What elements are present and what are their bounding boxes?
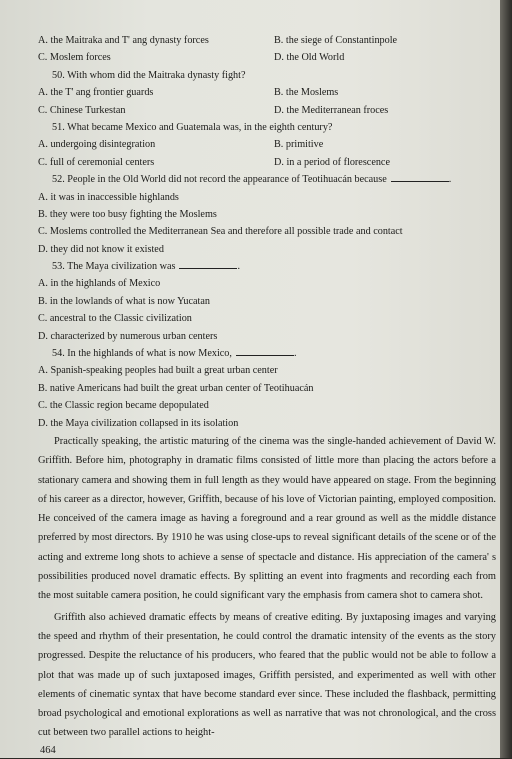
option: C. Moslems controlled the Mediterranean Sea and therefore all possible trade and contact (38, 226, 403, 238)
option: D. characterized by numerous urban centers (38, 330, 218, 342)
option: C. Moslem forces (38, 52, 111, 64)
question-50: 50. With whom did the Maitraka dynasty fight? (52, 69, 246, 81)
option: C. ancestral to the Classic civilization (38, 313, 192, 325)
passage-paragraph-1: Practically speaking, the artistic maturing of the cinema was the single-handed achievement of David W. Griffith. Before him, photography in dramatic films consisted of little more than placing the actors before a stationary camera and showing them in full length as they would have appeared on stage. From the beginning of his career as a director, however, Griffith, because of his love of Victorian painting, employed composition. He conceived of the camera image as having a foreground and a rear ground as well as the middle distance preferred by most directors. By 1910 he was using close-ups to reveal significant details of the scene or of the acting and extreme long shots to achieve a sense of spectacle and distance. His appreciation of the camera' s possibilities produced novel dramatic effects. By splitting an event into fragments and recording each from the most suitable camera position, he could significant vary the emphasis from camera shot to camera shot. (38, 435, 496, 602)
option: B. the siege of Constantinpole (274, 35, 398, 46)
option: C. full of ceremonial centers (38, 156, 155, 168)
option: C. Chinese Turkestan (38, 104, 126, 116)
question-text: 53. The Maya civilization was (52, 261, 176, 273)
book-spine-shadow (500, 0, 512, 758)
option: A. undergoing disintegration (38, 139, 156, 151)
page-number: 464 (40, 745, 56, 756)
question-end: . (448, 174, 452, 186)
question-text: 52. People in the Old World did not record the appearance of Teotihuacán because (52, 174, 387, 186)
option: B. native Americans had built the great urban center of Teotihuacán (38, 382, 314, 394)
options-row-49-a (38, 32, 496, 49)
option: D. the Maya civilization collapsed in its isolation (38, 417, 239, 429)
options-row-50-a (38, 84, 496, 101)
option: A. in the highlands of Mexico (38, 278, 161, 290)
option: B. they were too busy fighting the Moslems (38, 208, 217, 220)
question-54 (38, 345, 496, 362)
option: D. in a period of florescence (274, 156, 390, 168)
passage-paragraph-2: Griffith also achieved dramatic effects by means of creative editing. By juxtaposing images and varying the speed and rhythm of their presentation, he could control the dramatic intensity of the events as the story progressed. Despite the reluctance of his producers, who feared that the public would not be able to follow a plot that was made up of such juxtaposed images, Griffith persisted, and experimented as well with other elements of cinematic syntax that have become standard ever since. These included the flashback, permitting broad psychological and emotional explorations as well as narrative that was not chronological, and the cross cut between two parallel actions to height- (38, 611, 496, 739)
option: B. primitive (274, 139, 324, 151)
question-end: . (293, 348, 297, 360)
option: A. the T' ang frontier guards (38, 87, 154, 99)
answer-blank (236, 345, 294, 356)
question-52 (38, 171, 496, 188)
option: D. the Mediterranean froces (274, 104, 389, 116)
options-row-51-b (38, 154, 496, 171)
page-content (38, 32, 496, 743)
option: B. the Moslems (274, 87, 339, 99)
options-row-49-b (38, 49, 496, 66)
answer-blank (391, 171, 449, 182)
option: A. the Maitraka and T' ang dynasty forces (38, 35, 209, 46)
answer-blank (179, 258, 237, 269)
options-row-50-b (38, 102, 496, 119)
option: A. Spanish-speaking peoples had built a great urban center (38, 365, 278, 377)
question-51: 51. What became Mexico and Guatemala was, in the eighth century? (52, 121, 333, 133)
option: D. the Old World (274, 52, 345, 64)
question-53 (38, 258, 496, 275)
option: D. they did not know it existed (38, 243, 164, 255)
question-end: . (237, 261, 240, 273)
question-text: 54. In the highlands of what is now Mexico, (52, 348, 232, 360)
option: B. in the lowlands of what is now Yucatan (38, 295, 210, 307)
option: C. the Classic region became depopulated (38, 400, 209, 412)
option: A. it was in inaccessible highlands (38, 191, 179, 203)
options-row-51-a (38, 136, 496, 153)
